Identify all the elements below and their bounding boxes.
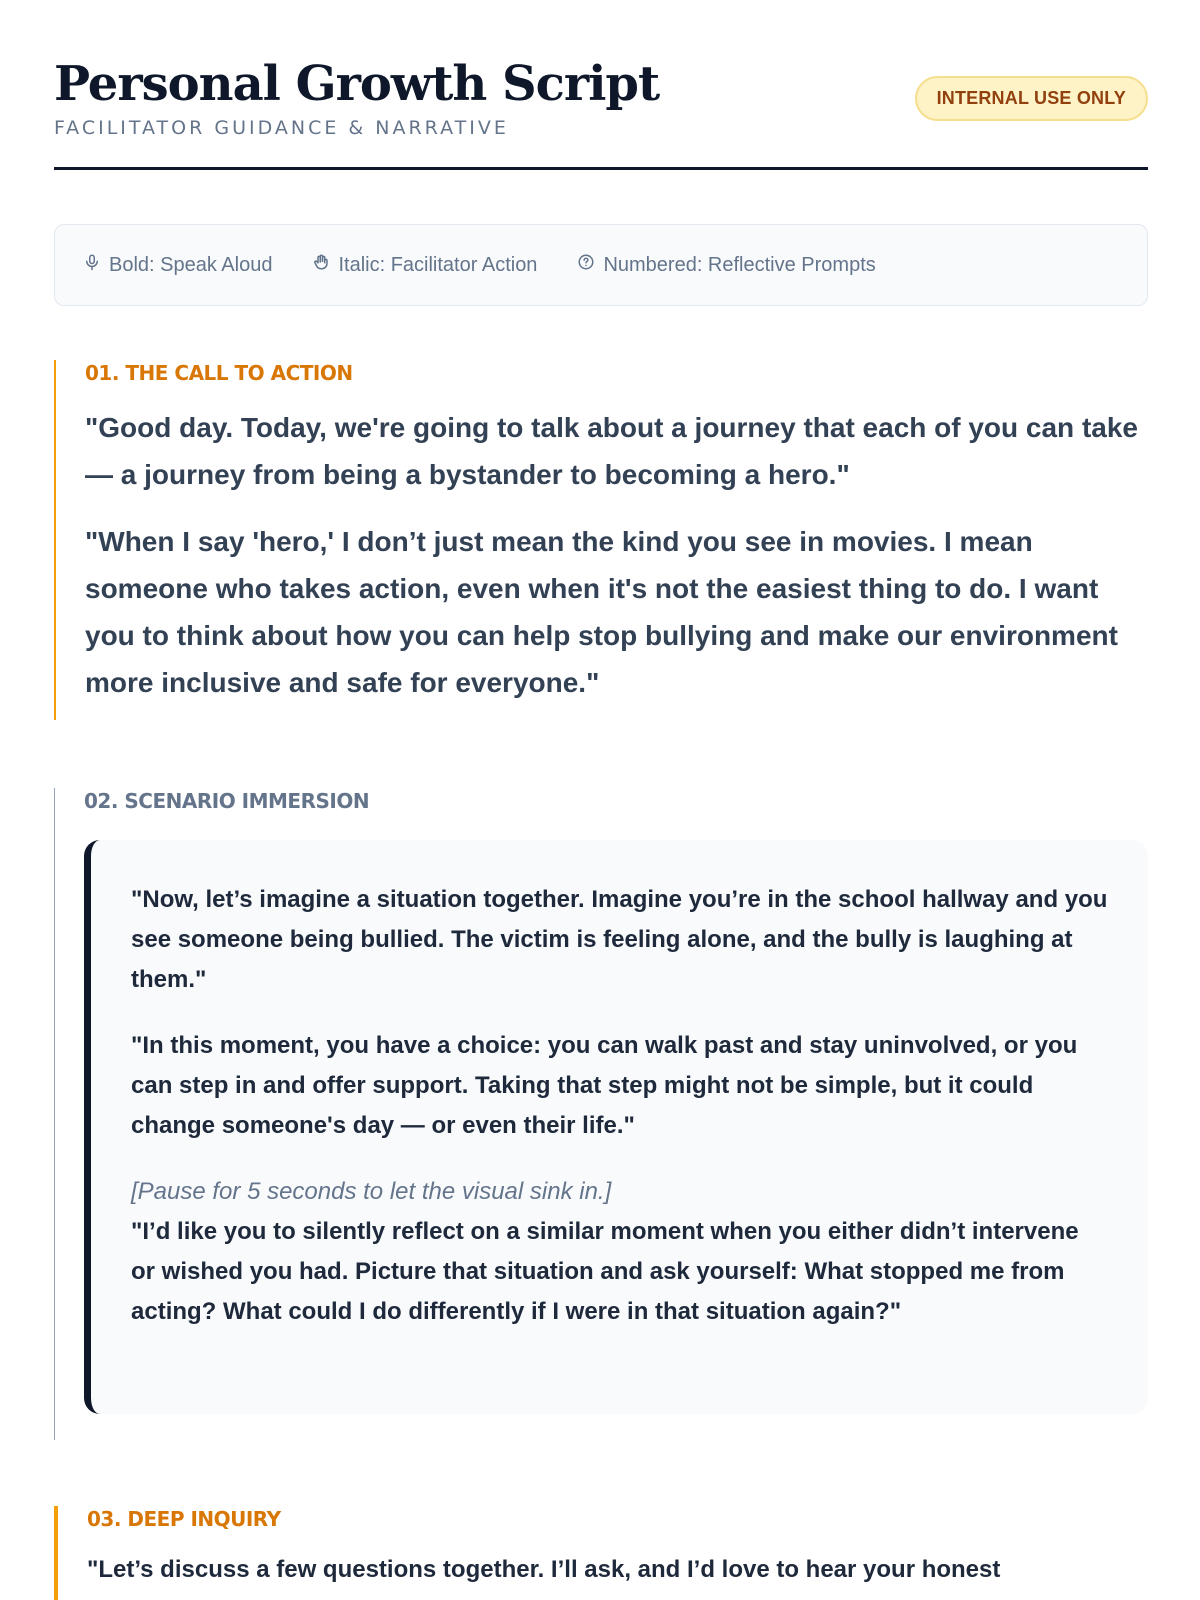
- section-call-to-action: [54, 360, 1148, 720]
- reflection-paragraph: "I’d like you to silently reflect on a similar moment when you either didn’t intervene or wished you had. Picture that situation and ask yourself: What stopped me from acting? What could I do differently if I were in that situation again?": [131, 1218, 1079, 1325]
- speak-paragraph: "When I say 'hero,' I don’t just mean the kind you see in movies. I mean someone who takes action, even when it's not the easiest thing to do. I want you to think about how you can help stop bullying and make our environment more inclusive and safe for everyone.": [85, 526, 1118, 698]
- page-title: Personal Growth Script: [54, 56, 660, 112]
- legend-item-speak: [83, 253, 272, 277]
- legend-bar: [54, 224, 1148, 306]
- section-label: 03. DEEP INQUIRY: [87, 1507, 281, 1531]
- section-scenario-immersion: [54, 788, 1148, 1440]
- speak-paragraph: "Let’s discuss a few questions together. I’ll ask, and I’d love to hear your honest: [87, 1556, 1001, 1583]
- status-badge: INTERNAL USE ONLY: [915, 76, 1148, 121]
- hand-icon: [312, 253, 330, 277]
- section-deep-inquiry: [54, 1506, 1148, 1600]
- legend-item-action: [312, 253, 537, 277]
- speak-paragraph: "Good day. Today, we're going to talk about a journey that each of you can take — a journey from being a bystander to becoming a hero.": [85, 412, 1138, 490]
- page-subtitle: FACILITATOR GUIDANCE & NARRATIVE: [54, 117, 509, 139]
- legend-label: Italic: Facilitator Action: [338, 253, 538, 276]
- legend-label: Bold: Speak Aloud: [109, 253, 273, 276]
- section-label: 01. THE CALL TO ACTION: [85, 361, 353, 385]
- speak-paragraph: "Now, let’s imagine a situation together. Imagine you’re in the school hallway and you see someone being bullied. The victim is feeling alone, and the bully is laughing at them.": [131, 886, 1108, 993]
- scenario-card: [84, 840, 1148, 1414]
- document-header: [54, 52, 1148, 170]
- section-label: 02. SCENARIO IMMERSION: [84, 789, 370, 813]
- facilitator-action: [Pause for 5 seconds to let the visual sink in.]: [131, 1178, 612, 1205]
- microphone-icon: [83, 253, 101, 277]
- speak-paragraph: "In this moment, you have a choice: you can walk past and stay uninvolved, or you can step in and offer support. Taking that step might not be simple, but it could change someone's day — or even their life.": [131, 1032, 1078, 1139]
- legend-item-prompts: [577, 253, 875, 277]
- legend-label: Numbered: Reflective Prompts: [603, 253, 876, 276]
- question-circle-icon: [577, 253, 595, 277]
